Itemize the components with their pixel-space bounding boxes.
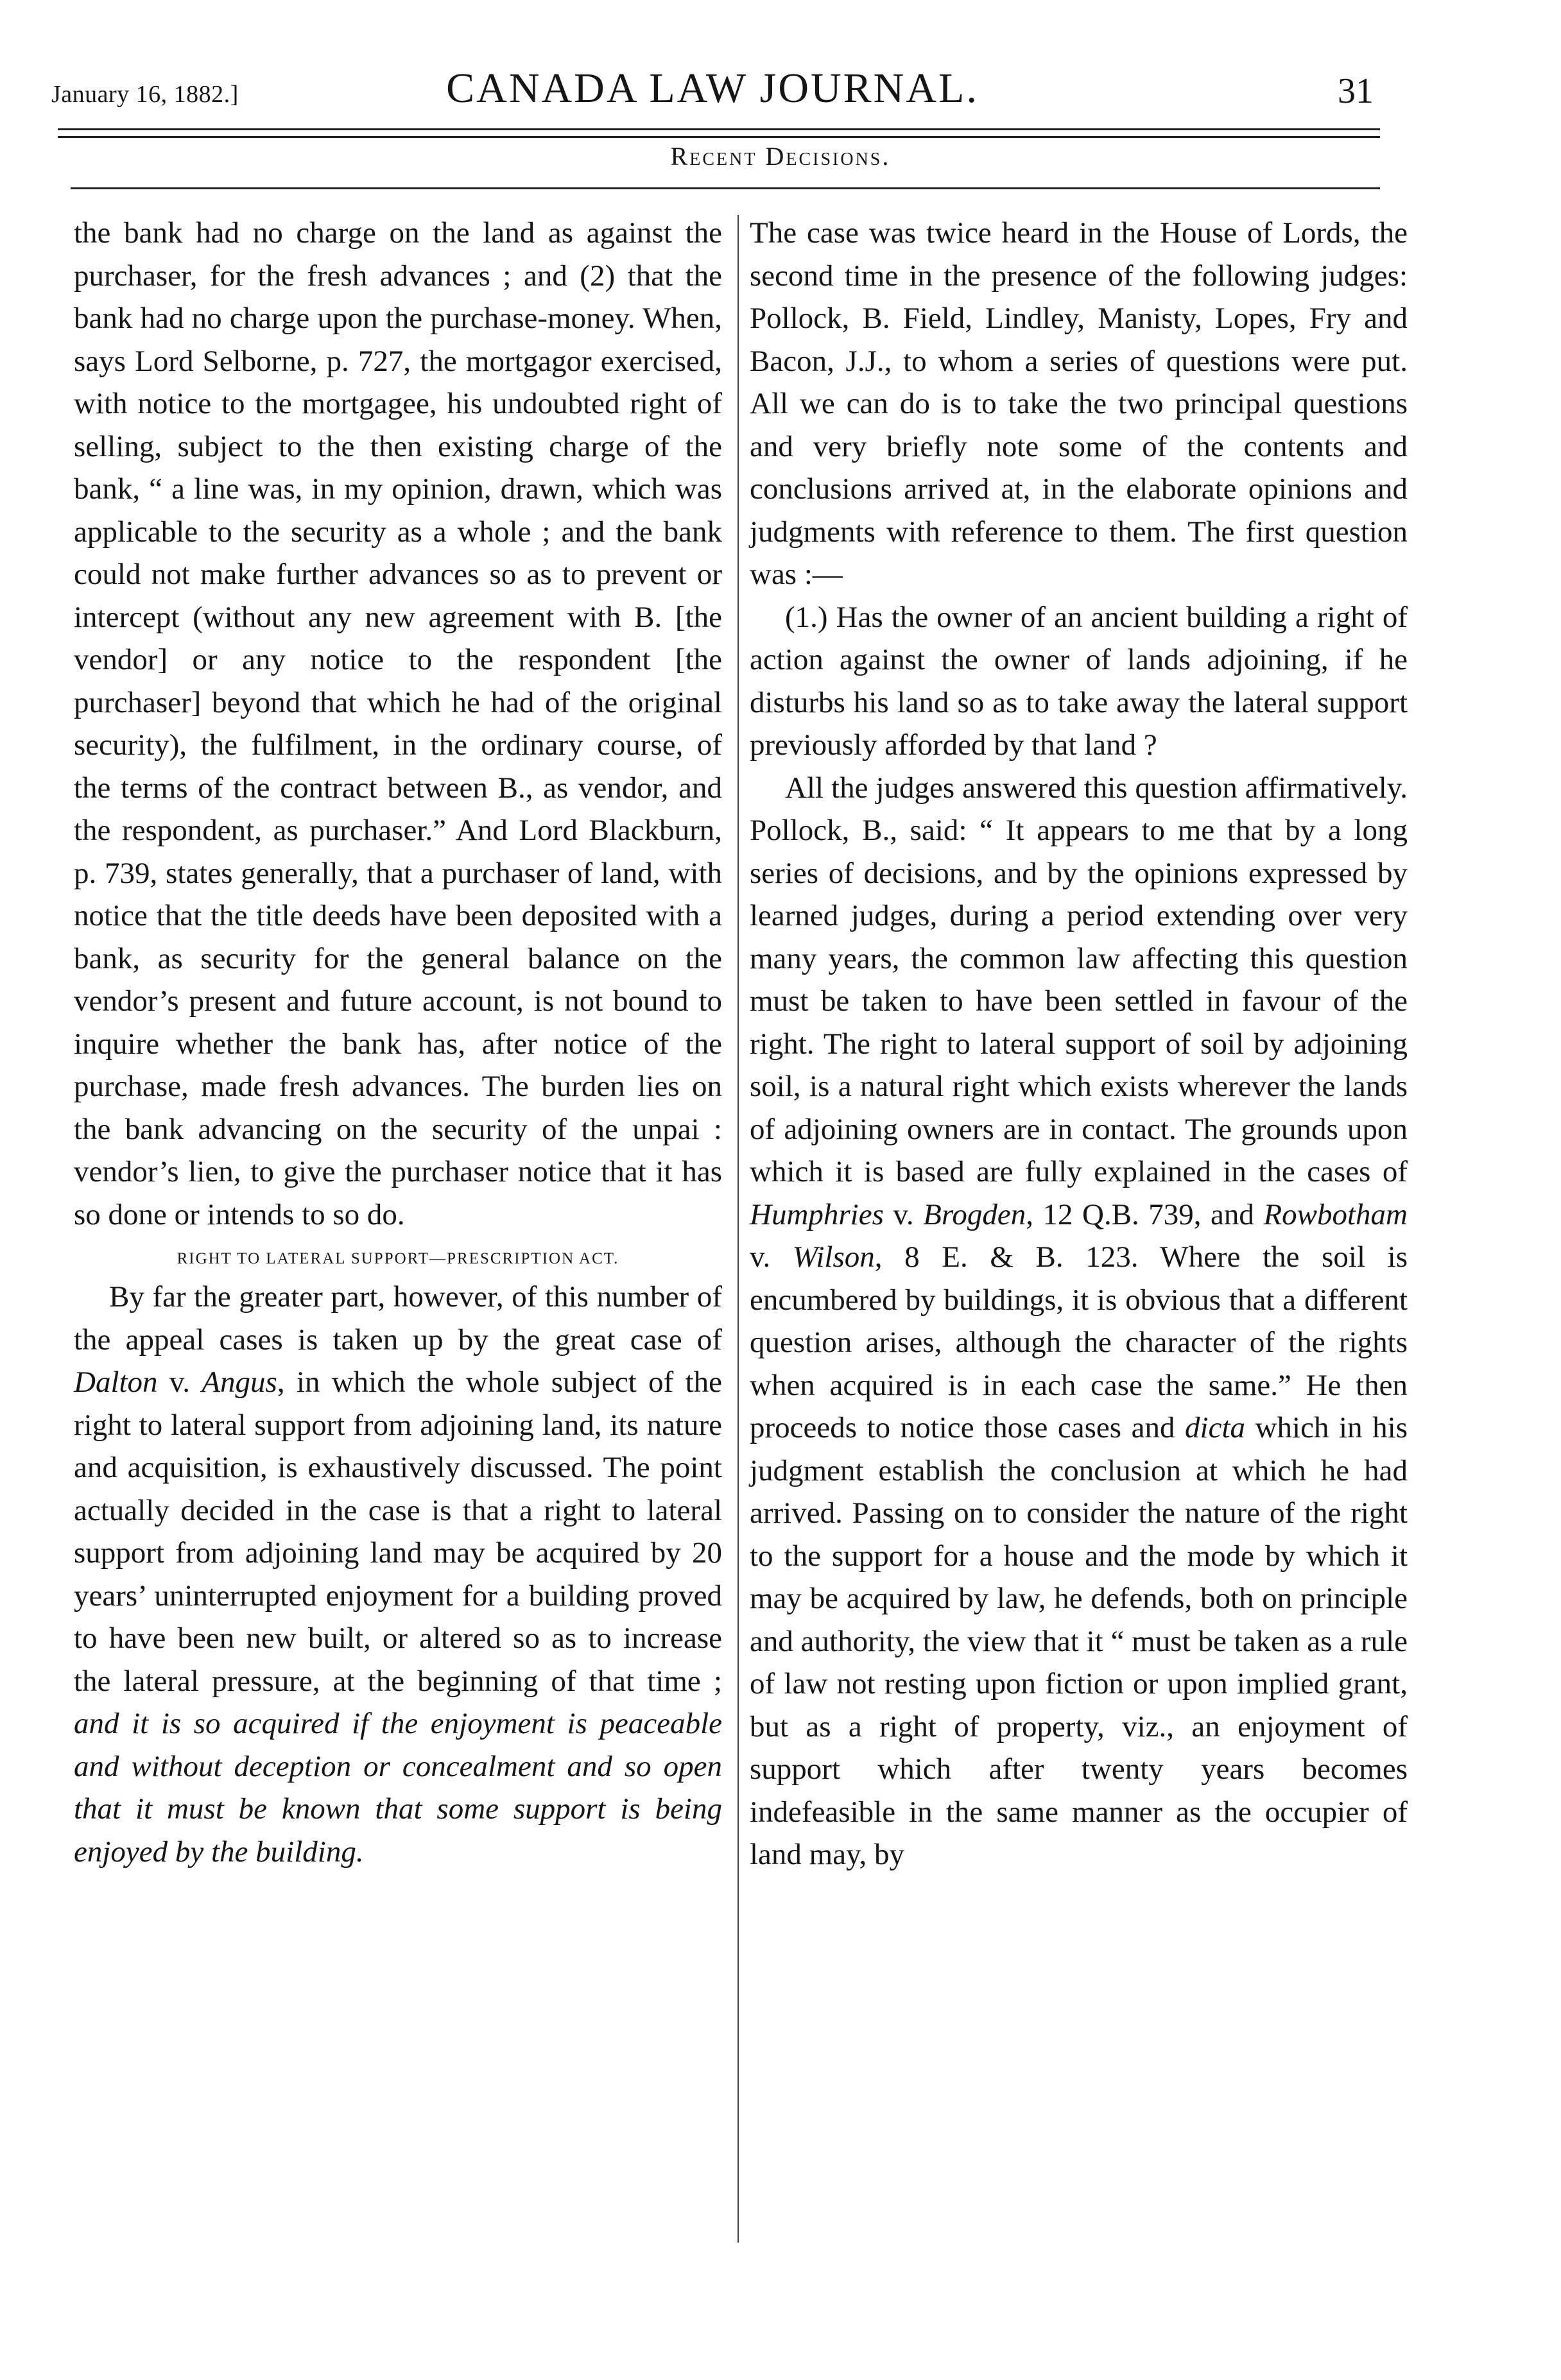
section-rule bbox=[71, 187, 1380, 189]
right-column bbox=[750, 212, 1408, 1876]
left-paragraph-1: the bank had no charge on the land as against the purchaser, for the fresh advances ; and (2) that the bank had no charge upon the purchase-money. When, says Lord Selborne, p. 727, the mortgagor exercised, with notice to the mortgagee, his undoubted right of selling, subject to the then existing charge of the bank, “ a line was, in my opinion, drawn, which was applicable to the security as a whole ; and the bank could not make further advances so as to prevent or intercept (without any new agreement with B. [the vendor] or any notice to the respondent [the purchaser] beyond that which he had of the original security), the fulfilment, in the ordinary course, of the terms of the contract between B., as vendor, and the respondent, as purchaser.” And Lord Blackburn, p. 739, states generally, that a purchaser of land, with notice that the title deeds have been deposited with a bank, as security for the general balance on the vendor’s present and future account, is not bound to inquire whether the bank has, after notice of the purchase, made fresh advances. The burden lies on the bank advancing on the security of the unpai : vendor’s lien, to give the purchaser notice that it has so done or intends to so do. bbox=[74, 216, 722, 1231]
dicta-word: dicta bbox=[1185, 1411, 1246, 1444]
case-name-angus: Angus bbox=[202, 1366, 277, 1399]
left-paragraph-2 bbox=[74, 1276, 722, 1873]
case-name-humphries: Humphries bbox=[750, 1197, 884, 1231]
text-run: which in his judgment establish the conclusion at which he had arrived. Passing on to consider the nature of the right to the support for a house and the mode by which it may be acquired by law, he defends, both on principle and authority, the view that it “ must be taken as a rule of law not resting upon fiction or upon implied grant, but as a right of property, viz., an enjoyment of support which after twenty years becomes indefeasible in the same manner as the occupier of land may, by bbox=[750, 1411, 1408, 1871]
section-title: Recent Decisions. bbox=[670, 142, 891, 171]
page-number: 31 bbox=[1338, 71, 1374, 111]
case-name-brogden: Brogden bbox=[923, 1197, 1026, 1231]
text-run: v. bbox=[157, 1366, 202, 1399]
text-run: v. bbox=[883, 1197, 924, 1231]
left-column bbox=[74, 212, 722, 1873]
running-header bbox=[51, 61, 1374, 112]
case-name-dalton: Dalton bbox=[74, 1366, 158, 1399]
column-divider bbox=[737, 215, 739, 2243]
question-1: (1.) Has the owner of an ancient building a right of action against the owner of lands adjoining, if he disturbs his land so as to take away the lateral support previously afforded by that land ? bbox=[750, 600, 1408, 762]
case-name-rowbotham: Rowbotham bbox=[1263, 1197, 1408, 1231]
text-run: By far the greater part, however, of this number of the appeal cases is taken up by the great case of bbox=[74, 1280, 722, 1357]
text-run: , in which the whole subject of the right to lateral support from adjoining land, its nature and acquisition, is exhaustively discussed. The point actually decided in the case is that a right to lateral support from adjoining land may be acquired by 20 years’ uninterrupted enjoyment for a building proved to have been new built, or altered so as to increase the lateral pressure, at the beginning of that time ; bbox=[74, 1366, 722, 1698]
text-run: v. bbox=[750, 1240, 793, 1274]
case-name-wilson: Wilson bbox=[792, 1240, 875, 1274]
subheading-lateral-support: RIGHT TO LATERAL SUPPORT—PRESCRIPTION ACT. bbox=[177, 1250, 619, 1267]
journal-title: CANADA LAW JOURNAL. bbox=[446, 65, 979, 112]
italic-holding: and it is so acquired if the enjoyment is peaceable and without deception or concealment and so open that it must be known that some support is being enjoyed by the building. bbox=[74, 1707, 722, 1869]
issue-date: January 16, 1882.] bbox=[51, 81, 239, 108]
text-run: , 8 E. & B. 123. Where the soil is encumbered by buildings, it is obvious that a different question arises, although the character of the rights when acquired is in each case the same.” He then proceeds to notice those cases and bbox=[750, 1240, 1408, 1444]
text-run: All the judges answered this question affirmatively. Pollock, B., said: “ It appears to me that by a long series of decisions, and by the opinions expressed by learned judges, during a period extending over very many years, the common law affecting this question must be taken to have been settled in favour of the right. The right to lateral support of soil by adjoining soil, is a natural right which exists wherever the lands of adjoining owners are in contact. The grounds upon which it is based are fully explained in the cases of bbox=[750, 771, 1408, 1188]
text-run: , 12 Q.B. 739, and bbox=[1026, 1197, 1264, 1231]
header-double-rule bbox=[58, 128, 1380, 138]
right-paragraph-3 bbox=[750, 767, 1408, 1876]
right-paragraph-1: The case was twice heard in the House of Lords, the second time in the presence of the following judges: Pollock, B. Field, Lindley, Manisty, Lopes, Fry and Bacon, J.J., to whom a series of questions were put. All we can do is to take the two principal questions and very briefly note some of the contents and conclusions arrived at, in the elaborate opinions and judgments with reference to them. The first question was :— bbox=[750, 216, 1408, 591]
